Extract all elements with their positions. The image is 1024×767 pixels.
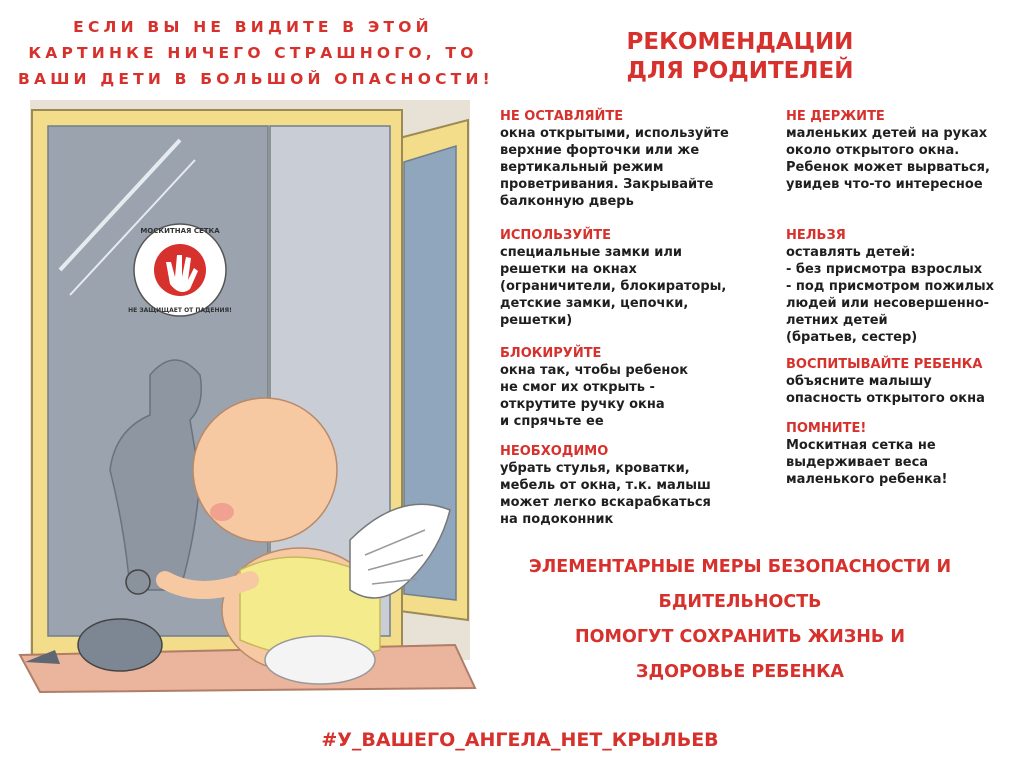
tip-line: - под присмотром пожилых [786,279,995,294]
warning-line: ВАШИ ДЕТИ В БОЛЬШОЙ ОПАСНОСТИ! [18,70,494,88]
sticker-top-text: МОСКИТНАЯ СЕТКА [140,227,220,235]
tip-heading: НЕЛЬЗЯ [786,228,846,243]
tip-do-not-hold [786,108,990,193]
summary-line: ПОМОГУТ СОХРАНИТЬ ЖИЗНЬ И [575,627,905,647]
tip-line: специальные замки или [500,245,682,260]
tip-body [786,244,994,346]
baby-cheek [210,503,234,521]
tip-body [500,125,729,210]
tip-body [500,460,711,528]
tip-line: проветривания. Закрывайте [500,177,714,192]
tip-line: мебель от окна, т.к. малыш [500,478,711,493]
tip-line: оставлять детей: [786,245,916,260]
hashtag: #У_ВАШЕГО_АНГЕЛА_НЕТ_КРЫЛЬЕВ [321,729,719,751]
tip-heading: ИСПОЛЬЗУЙТЕ [500,228,611,243]
tip-line: маленького ребенка! [786,472,948,487]
window-illustration [0,100,480,695]
tip-use [500,227,726,329]
title-line-1: РЕКОМЕНДАЦИИ [626,29,854,55]
tip-line: вертикальный режим [500,160,664,175]
tip-educate [786,356,985,407]
baby-head [193,398,337,542]
tip-heading: НЕ ДЕРЖИТЕ [786,109,885,124]
tip-line: окна так, чтобы ребенок [500,363,689,378]
tip-line: верхние форточки или же [500,143,700,158]
tip-line: маленьких детей на руках [786,126,988,141]
tip-line: (братьев, сестер) [786,330,918,345]
tip-necessary [500,443,711,528]
tip-line: (ограничители, блокираторы, [500,279,727,294]
summary-message [490,550,990,690]
tip-body [786,373,985,407]
sticker-bottom-text: НЕ ЗАЩИЩАЕТ ОТ ПАДЕНИЯ! [128,307,232,314]
tip-do-not-leave [500,108,729,210]
tip-line: опасность открытого окна [786,391,985,406]
tip-line: объясните малышу [786,374,932,389]
tip-body [500,244,726,329]
pigeon [78,619,162,671]
baby-diaper [265,636,375,684]
title-line-2: ДЛЯ РОДИТЕЛЕЙ [626,58,854,84]
warning-line: ЕСЛИ ВЫ НЕ ВИДИТЕ В ЭТОЙ [73,18,433,36]
summary-line: БДИТЕЛЬНОСТЬ [658,592,822,612]
tip-line: не смог их открыть - [500,380,655,395]
pigeon-head [126,570,150,594]
tip-line: Ребенок может вырваться, [786,160,990,175]
tip-line: может легко вскарабкаться [500,495,711,510]
tip-line: - без присмотра взрослых [786,262,983,277]
tip-line: решетки на окнах [500,262,637,277]
tip-line: увидев что-то интересное [786,177,983,192]
tip-block [500,345,688,430]
warning-line: КАРТИНКЕ НИЧЕГО СТРАШНОГО, ТО [28,44,478,62]
tip-heading: ВОСПИТЫВАЙТЕ РЕБЕНКА [786,357,983,372]
tip-line: открутите ручку окна [500,397,665,412]
tip-line: людей или несовершенно- [786,296,990,311]
tip-body [500,362,688,430]
summary-line: ЗДОРОВЬЕ РЕБЕНКА [636,662,844,682]
tip-heading: ПОМНИТЕ! [786,421,867,436]
tip-line: летних детей [786,313,888,328]
tip-heading: НЕ ОСТАВЛЯЙТЕ [500,109,624,124]
tip-line: и спрячьте ее [500,414,604,429]
tip-line: около открытого окна. [786,143,960,158]
tip-heading: НЕОБХОДИМО [500,444,609,459]
summary-line: ЭЛЕМЕНТАРНЫЕ МЕРЫ БЕЗОПАСНОСТИ И [528,557,952,577]
baby-arm [165,580,250,590]
tip-line: решетки) [500,313,573,328]
tip-body [786,437,947,488]
tip-forbidden [786,227,994,346]
warning-heading [18,14,494,92]
tip-line: убрать стулья, кроватки, [500,461,690,476]
tip-line: Москитная сетка не [786,438,936,453]
tip-line: окна открытыми, используйте [500,126,729,141]
tip-line: детские замки, цепочки, [500,296,689,311]
tip-line: балконную дверь [500,194,634,209]
tip-heading: БЛОКИРУЙТЕ [500,346,602,361]
tip-remember [786,420,947,488]
tip-body [786,125,990,193]
page-title [560,28,920,86]
tip-line: на подоконник [500,512,614,527]
tip-line: выдерживает веса [786,455,929,470]
